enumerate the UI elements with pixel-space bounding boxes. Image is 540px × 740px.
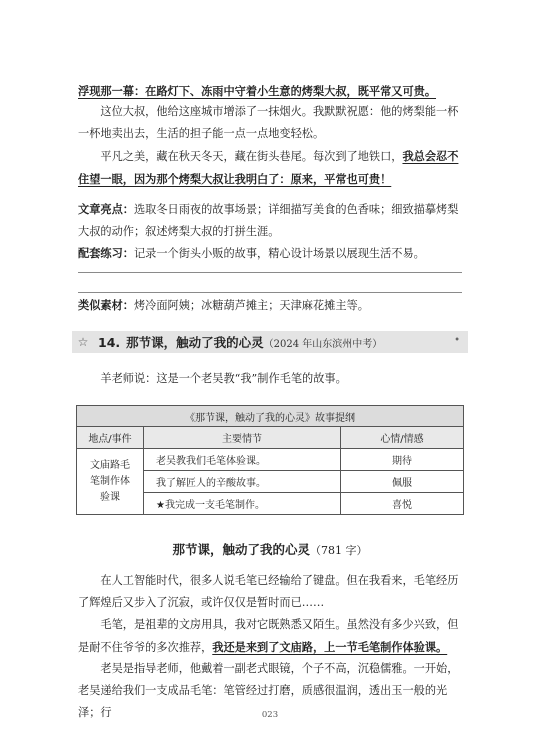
essay-paragraph-1: 在人工智能时代，很多人说毛笔已经输给了键盘。但在我看来，毛笔经历了辉煌后又步入了沉寂，或许仅仅是暂时而已…… [78, 574, 459, 609]
outline-plot-3: ★我完成一支毛笔制作。 [144, 493, 341, 515]
outline-header-mood: 心情/情感 [341, 427, 464, 449]
section-title: 那节课，触动了我的心灵 [126, 335, 264, 350]
practice-paragraph [78, 243, 462, 265]
outline-plot-2: 我了解匠人的辛酸故事。 [144, 471, 341, 493]
star-icon: ☆ [77, 335, 89, 349]
highlights-label: 文章亮点： [78, 203, 134, 216]
section-header [72, 331, 468, 353]
outline-header-plot: 主要情节 [144, 427, 341, 449]
essay-title-text: 那节课，触动了我的心灵 [172, 542, 310, 557]
outline-mood-2: 佩服 [341, 471, 464, 493]
section-number: 14. [98, 334, 121, 350]
essay-word-count: （781 字） [310, 544, 368, 557]
outline-header-location: 地点/事件 [77, 427, 144, 449]
intro-paragraph-3 [78, 145, 462, 191]
essay-paragraph-2-plain: 毛笔，是祖辈的文房用具，我对它既熟悉又陌生。虽然没有多少兴致，但是耐不住爷爷的多次推荐， [78, 618, 459, 654]
story-outline-table [76, 405, 464, 515]
highlights-text: 选取冬日雨夜的故事场景；详细描写美食的色香味；细致描摹烤梨大叔的动作；叙述烤梨大叔的打拼生涯。 [78, 203, 459, 238]
outline-location [77, 449, 144, 515]
outline-plot-1: 老吴教我们毛笔体验课。 [144, 449, 341, 471]
intro-line-1: 浮现那一幕：在路灯下、冻雨中守着小生意的烤梨大叔，既平常又可贵。 [78, 84, 437, 98]
essay-paragraph-2-emphasis: 我还是来到了文庙路，上一节毛笔制作体验课。 [212, 640, 448, 654]
outline-mood-1: 期待 [341, 449, 464, 471]
page-number: 023 [261, 710, 279, 720]
practice-text: 记录一个街头小贩的故事，精心设计场景以展现生活不易。 [133, 247, 425, 260]
highlights-paragraph [78, 199, 462, 243]
intro-paragraph-2: 这位大叔，他给这座城市增添了一抹烟火。我默默祝愿：他的烤梨能一杯一杯地卖出去，生活的担子能一点一点地变轻松。 [78, 105, 459, 140]
outline-location-text: 文庙路毛笔制作体验课 [90, 459, 130, 503]
similar-label: 类似素材： [78, 299, 134, 312]
practice-label: 配套练习： [78, 247, 134, 260]
outline-mood-3: 喜悦 [341, 493, 464, 515]
intro-paragraph-3-plain: 平凡之美，藏在秋天冬天，藏在街头巷尾。每次到了地铁口， [100, 150, 403, 163]
section-source: （2024 年山东滨州中考） [263, 338, 383, 350]
essay-title [0, 540, 540, 558]
similar-text: 烤冷面阿姨；冰糖葫芦摊主；天津麻花摊主等。 [133, 299, 369, 312]
answer-line-2 [78, 292, 462, 293]
answer-line-1 [78, 272, 462, 273]
prompt-text: 羊老师说：这是一个老吴教“我”制作毛笔的故事。 [100, 372, 347, 385]
similar-paragraph [78, 295, 462, 317]
outline-caption: 《那节课，触动了我的心灵》故事提纲 [77, 406, 464, 427]
bullet-dot-icon: • [454, 335, 460, 346]
intro-paragraph-3-emphasis: 我总会忍不住望一眼，因为那个烤梨大叔让我明白了：原来，平常也可贵！ [78, 149, 459, 186]
table-row [77, 449, 464, 471]
essay-paragraph-2 [78, 614, 462, 659]
essay-paragraph-3: 老吴是指导老师，他戴着一副老式眼镜，个子不高，沉稳儒雅。一开始，老吴递给我们一支成品毛笔：笔管经过打磨，质感很温润，透出玉一般的光泽；行 [78, 662, 459, 719]
